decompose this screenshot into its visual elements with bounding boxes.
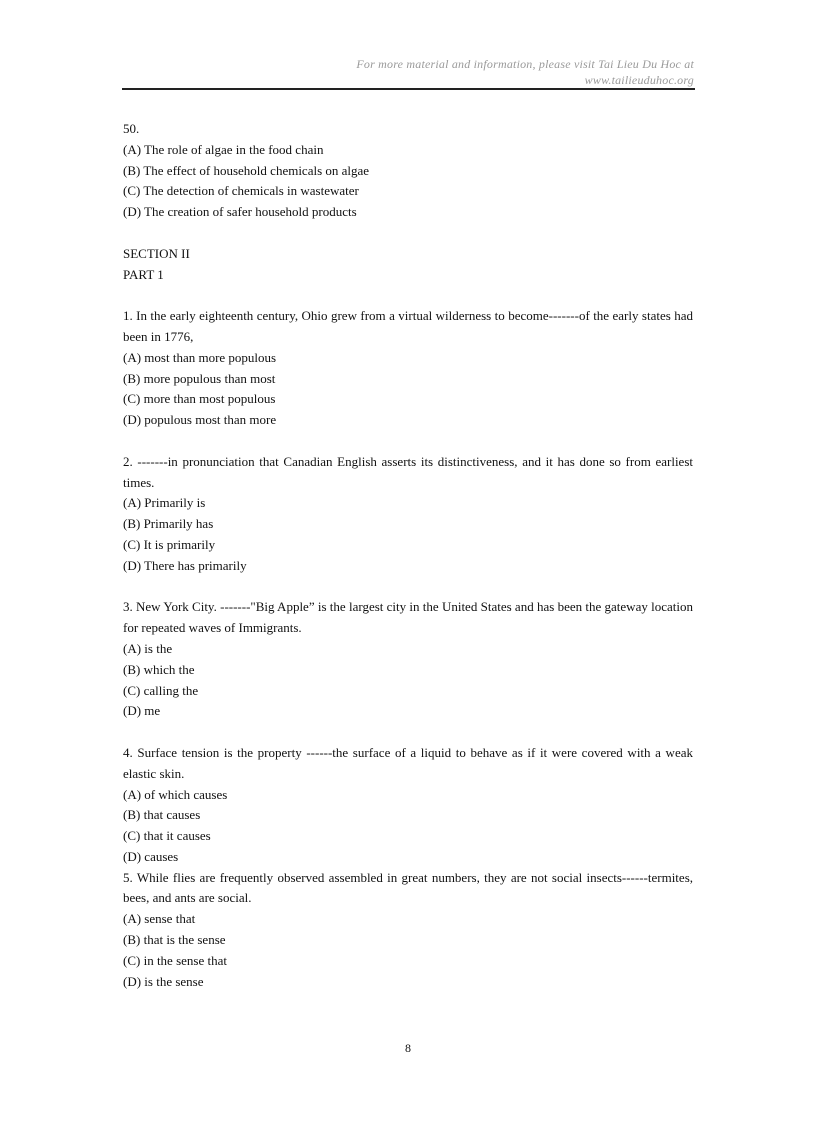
option-b: (B) The effect of household chemicals on algae [123,162,370,178]
option-c: (C) The detection of chemicals in wastewater [123,183,359,199]
option-d: (D) causes [123,848,179,864]
option-c: (C) more than most populous [123,391,276,407]
option-d: (D) There has primarily [123,557,247,573]
section-title: SECTION II [123,245,190,261]
question-50 [123,119,693,223]
question-stem: 4. Surface tension is the property ------the surface of a liquid to behave as if it were covered with a weak elastic skin. [123,744,693,781]
question-2 [123,452,693,577]
option-b: (B) which the [123,661,195,677]
option-c: (C) calling the [123,682,199,698]
page-content [123,119,693,992]
page-number: 8 [405,1041,411,1055]
question-stem: 3. New York City. -------"Big Apple” is the largest city in the United States and has been the gateway location for repeated waves of Immigrants. [123,599,693,636]
option-a: (A) most than more populous [123,349,277,365]
question-stem: 2. -------in pronunciation that Canadian English asserts its distinctiveness, and it has done so from earliest times. [123,453,693,490]
option-a: (A) sense that [123,911,196,927]
option-a: (A) The role of algae in the food chain [123,141,324,157]
option-d: (D) The creation of safer household products [123,204,357,220]
page-header [356,56,694,88]
question-3 [123,597,693,722]
option-b: (B) more populous than most [123,370,276,386]
header-line-1: For more material and information, please visit Tai Lieu Du Hoc at [356,57,694,71]
section-heading [123,244,693,286]
option-a: (A) Primarily is [123,495,206,511]
option-d: (D) me [123,703,161,719]
section-part: PART 1 [123,266,164,282]
header-rule [122,88,695,90]
question-4 [123,743,693,868]
option-d: (D) is the sense [123,973,204,989]
question-stem: 1. In the early eighteenth century, Ohio grew from a virtual wilderness to become-------of the early states had been in 1776, [123,308,693,344]
option-d: (D) populous most than more [123,412,277,428]
question-number: 50. [123,121,140,136]
question-stem: 5. While flies are frequently observed assembled in great numbers, they are not social insects------termites, bees, and ants are social. [123,869,693,906]
option-c: (C) in the sense that [123,952,227,968]
header-line-2: www.tailieuduhoc.org [584,73,694,87]
option-c: (C) that it causes [123,828,211,844]
option-a: (A) of which causes [123,786,228,802]
option-a: (A) is the [123,640,173,656]
option-b: (B) that is the sense [123,932,226,948]
question-1 [123,306,693,431]
option-b: (B) that causes [123,807,201,823]
question-5 [123,868,693,993]
option-b: (B) Primarily has [123,516,214,532]
option-c: (C) It is primarily [123,536,216,552]
